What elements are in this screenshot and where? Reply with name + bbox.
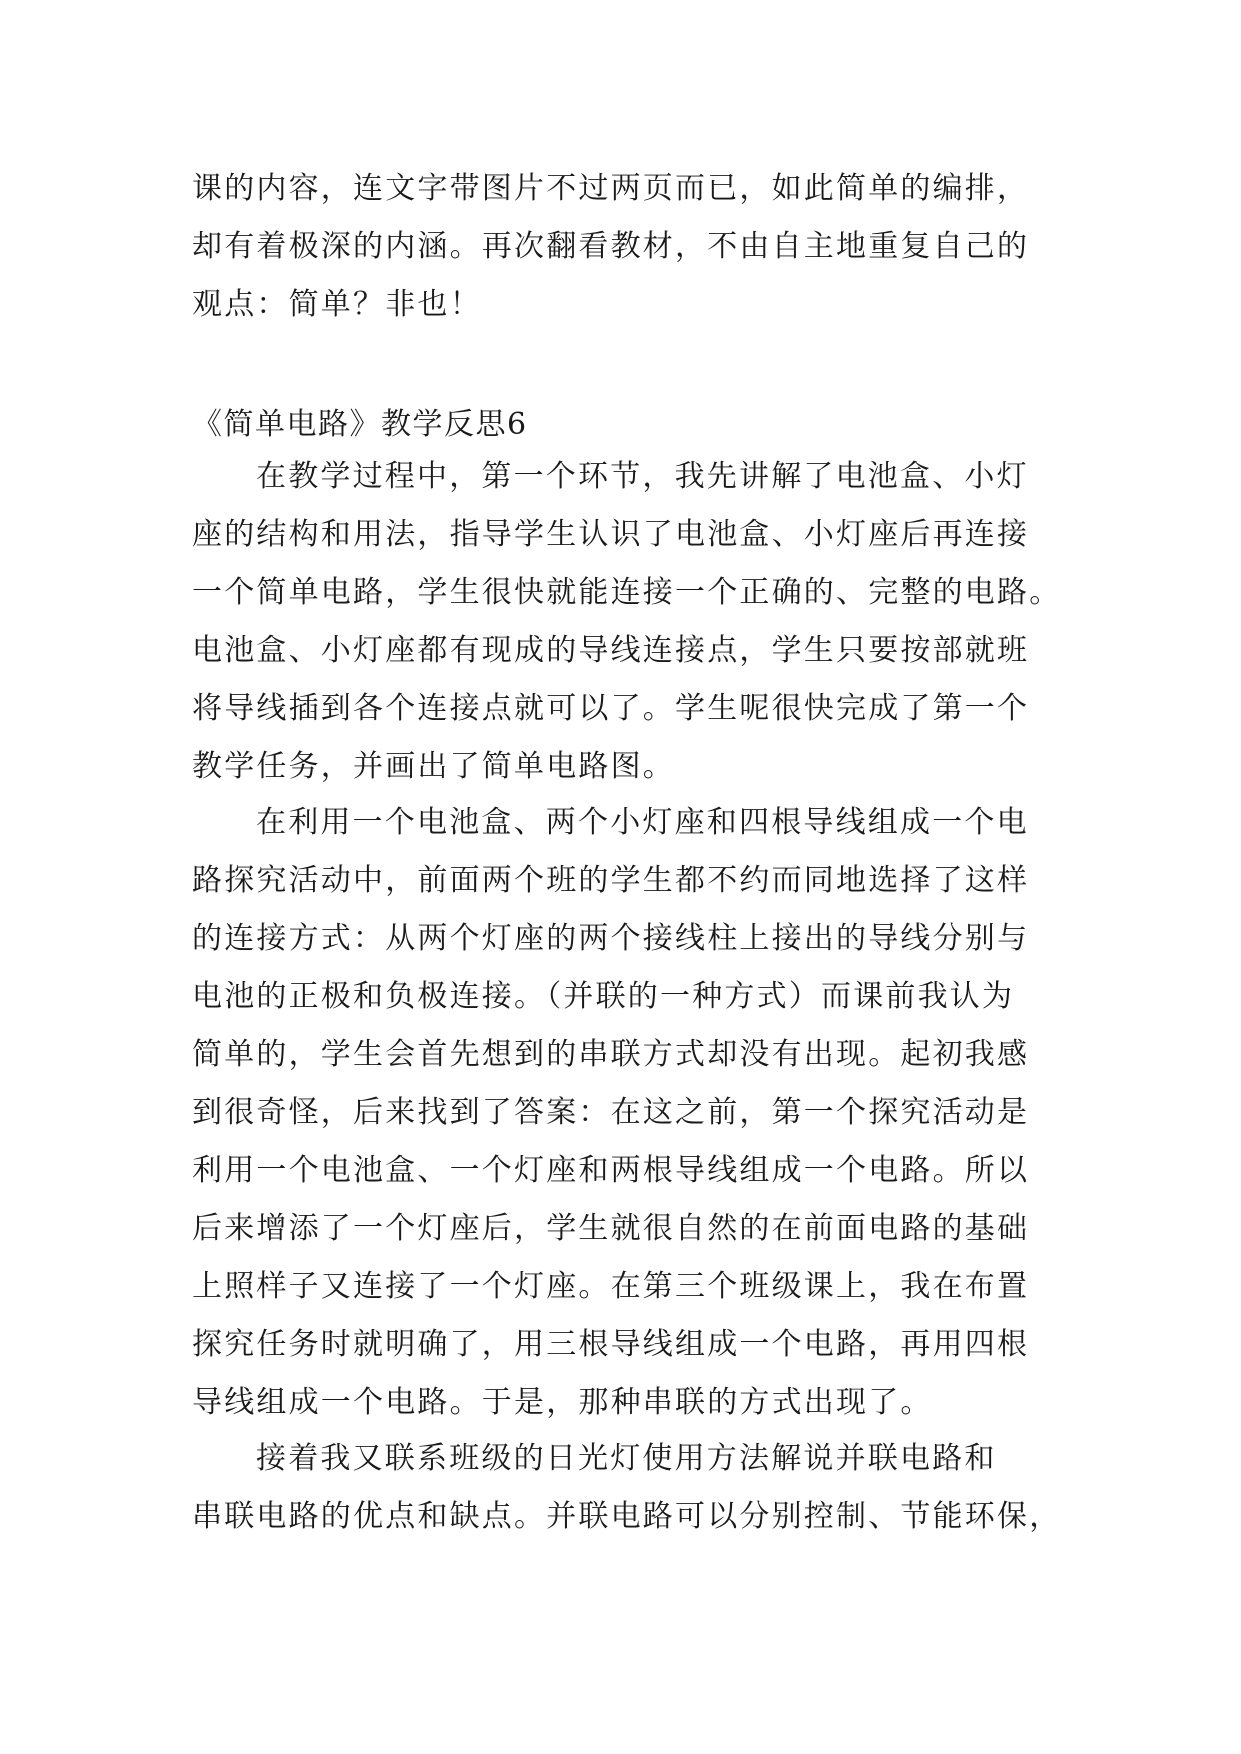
text-line: 上照样子又连接了一个灯座。在第三个班级课上，我在布置: [192, 1269, 1030, 1304]
text-line: 将导线插到各个连接点就可以了。学生呢很快完成了第一个: [192, 691, 1030, 726]
text-line: 路探究活动中，前面两个班的学生都不约而同地选择了这样: [192, 863, 1030, 898]
text-line: 导线组成一个电路。于是，那种串联的方式出现了。: [192, 1385, 933, 1420]
text-line: 在教学过程中，第一个环节，我先讲解了电池盒、小灯: [256, 459, 1029, 494]
text-line: 教学任务，并画出了简单电路图。: [192, 749, 675, 784]
text-line: 利用一个电池盒、一个灯座和两根导线组成一个电路。所以: [192, 1153, 1030, 1188]
text-line: 观点：简单？非也！: [192, 287, 482, 322]
text-line: 简单的，学生会首先想到的串联方式却没有出现。起初我感: [192, 1037, 1030, 1072]
text-line: 却有着极深的内涵。再次翻看教材，不由自主地重复自己的: [192, 229, 1030, 264]
text-line: 一个简单电路，学生很快就能连接一个正确的、完整的电路。: [192, 575, 1062, 610]
text-line: 接着我又联系班级的日光灯使用方法解说并联电路和: [256, 1441, 997, 1476]
text-line: 串联电路的优点和缺点。并联电路可以分别控制、节能环保，: [192, 1499, 1062, 1534]
text-line: 到很奇怪，后来找到了答案：在这之前，第一个探究活动是: [192, 1095, 1030, 1130]
text-line: 后来增添了一个灯座后，学生就很自然的在前面电路的基础: [192, 1211, 1030, 1246]
text-line: 的连接方式：从两个灯座的两个接线柱上接出的导线分别与: [192, 921, 1030, 956]
text-line: 电池盒、小灯座都有现成的导线连接点，学生只要按部就班: [192, 633, 1030, 668]
section-title: 《简单电路》教学反思6: [192, 407, 528, 442]
section-heading-block: [192, 396, 1054, 454]
text-line: 电池的正极和负极连接。（并联的一种方式）而课前我认为: [192, 979, 1015, 1014]
text-line: 座的结构和用法，指导学生认识了电池盒、小灯座后再连接: [192, 517, 1030, 552]
paragraph-2: [192, 794, 1054, 1432]
paragraph-1: [192, 448, 1062, 796]
text-line: 课的内容，连文字带图片不过两页而已，如此简单的编排，: [192, 171, 1030, 206]
text-line: 在利用一个电池盒、两个小灯座和四根导线组成一个电: [256, 805, 1029, 840]
paragraph-3: [192, 1430, 1062, 1546]
text-line: 探究任务时就明确了，用三根导线组成一个电路，再用四根: [192, 1327, 1030, 1362]
intro-paragraph: [192, 160, 1054, 334]
